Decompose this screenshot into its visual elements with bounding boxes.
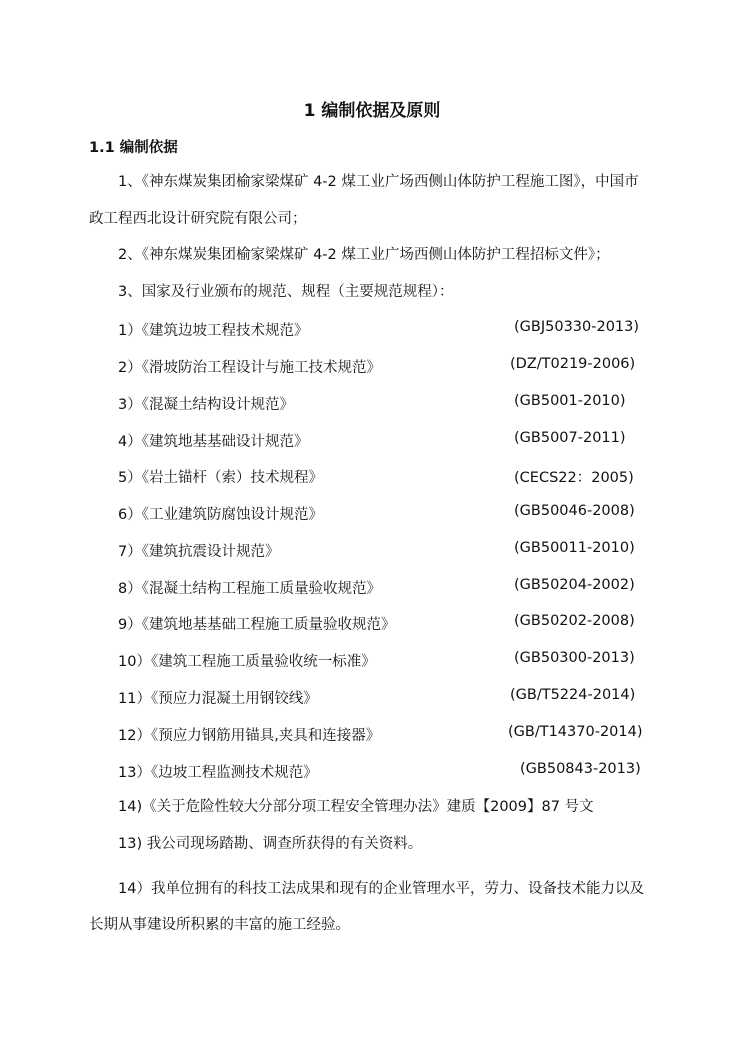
reference-title: 2）《滑坡防治工程设计与施工技术规范》 bbox=[118, 360, 381, 376]
page-title: 1 编制依据及原则 bbox=[303, 101, 441, 121]
reference-title: 9）《建筑地基基础工程施工质量验收规范》 bbox=[118, 617, 396, 633]
reference-code: (GB50046-2008) bbox=[514, 503, 635, 519]
paragraph-1-line-2: 政工程西北设计研究院有限公司； bbox=[89, 211, 307, 227]
paragraph-14b-line-2: 长期从事建设所积累的丰富的施工经验。 bbox=[89, 917, 350, 933]
reference-code: (GB5001-2010) bbox=[514, 393, 626, 409]
reference-title: 5）《岩土锚杆（索）技术规程》 bbox=[118, 470, 323, 486]
reference-code: (GB50011-2010) bbox=[514, 540, 635, 556]
reference-title: 10）《建筑工程施工质量验收统一标准》 bbox=[118, 654, 376, 670]
reference-title: 7）《建筑抗震设计规范》 bbox=[118, 544, 280, 560]
paragraph-1-line-1: 1、《神东煤炭集团榆家梁煤矿 4-2 煤工业广场西侧山体防护工程施工图》，中国市 bbox=[118, 174, 639, 190]
reference-title: 8）《混凝土结构工程施工质量验收规范》 bbox=[118, 581, 381, 597]
reference-title: 4）《建筑地基基础设计规范》 bbox=[118, 434, 309, 450]
reference-title: 12）《预应力钢筋用锚具,夹具和连接器》 bbox=[118, 728, 381, 744]
paragraph-2: 2、《神东煤炭集团榆家梁煤矿 4-2 煤工业广场西侧山体防护工程招标文件》； bbox=[118, 247, 610, 263]
section-heading: 1.1 编制依据 bbox=[89, 140, 178, 156]
reference-code: (GB/T14370-2014) bbox=[508, 724, 643, 740]
reference-title: 13）《边坡工程监测技术规范》 bbox=[118, 765, 318, 781]
paragraph-3: 3、国家及行业颁布的规范、规程（主要规范规程）： bbox=[118, 284, 454, 300]
reference-code: (GB50202-2008) bbox=[514, 613, 635, 629]
reference-code: (CECS22：2005) bbox=[514, 470, 634, 486]
reference-code: (GB/T5224-2014) bbox=[510, 687, 636, 703]
reference-code: (DZ/T0219-2006) bbox=[510, 356, 636, 372]
reference-code: (GBJ50330-2013) bbox=[514, 319, 640, 335]
paragraph-13b: 13) 我公司现场踏勘、调查所获得的有关资料。 bbox=[118, 836, 423, 852]
reference-code: (GB50204-2002) bbox=[514, 577, 635, 593]
paragraph-14b-line-1: 14）我单位拥有的科技工法成果和现有的企业管理水平，劳力、设备技术能力以及 bbox=[118, 881, 644, 897]
reference-title: 11）《预应力混凝土用钢铰线》 bbox=[118, 691, 318, 707]
reference-title: 1）《建筑边坡工程技术规范》 bbox=[118, 323, 309, 339]
reference-code: (GB5007-2011) bbox=[514, 430, 626, 446]
reference-title: 6）《工业建筑防腐蚀设计规范》 bbox=[118, 507, 323, 523]
paragraph-14a: 14)《关于危险性较大分部分项工程安全管理办法》建质【2009】87 号文 bbox=[118, 799, 594, 815]
reference-code: (GB50843-2013) bbox=[520, 761, 641, 777]
reference-title: 3）《混凝土结构设计规范》 bbox=[118, 397, 294, 413]
reference-code: (GB50300-2013) bbox=[514, 650, 635, 666]
